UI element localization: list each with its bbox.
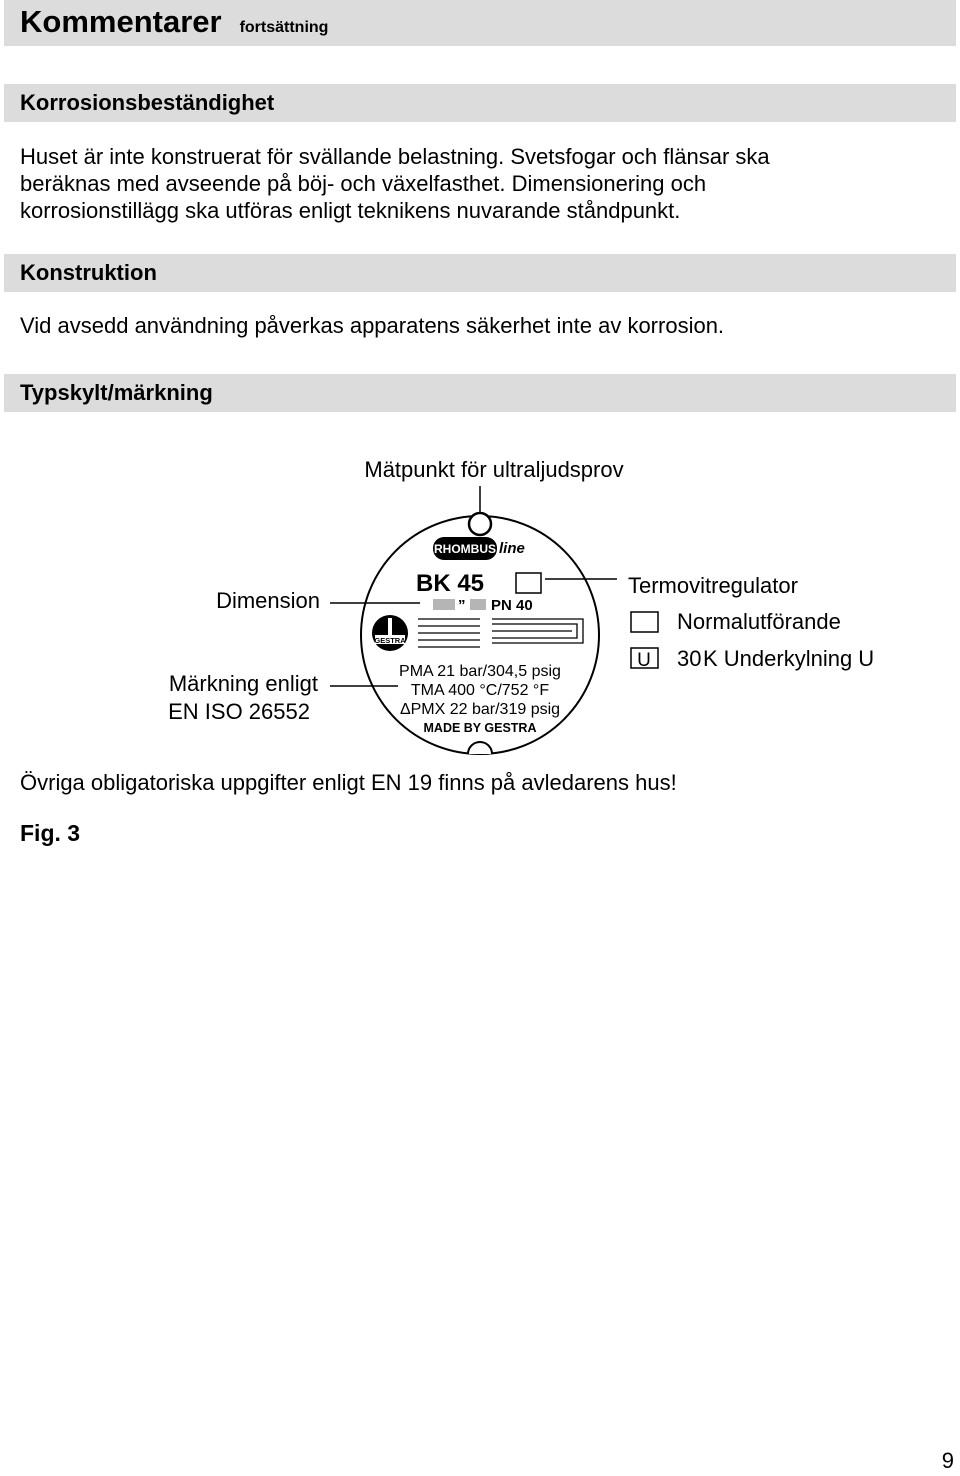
pn-label: PN 40 xyxy=(491,597,533,614)
nameplate-figure xyxy=(0,440,960,770)
section-heading-corrosion: Korrosionsbeständighet xyxy=(4,84,956,122)
callout-marking-label: Märkning enligt xyxy=(168,671,318,696)
legend-u-box-letter: U xyxy=(637,650,651,671)
thermo-regulator-box xyxy=(516,573,541,593)
corrosion-line: beräknas med avseende på böj- och växelfasthet. Dimensionering och xyxy=(20,171,707,196)
section-heading-construction: Konstruktion xyxy=(4,254,956,292)
page-number: 9 xyxy=(941,1448,954,1473)
inch-mark: ” xyxy=(458,597,466,614)
model-label: BK 45 xyxy=(416,570,485,597)
pma-rating: PMA 21 bar/304,5 psig xyxy=(399,663,561,680)
page-header xyxy=(4,0,956,46)
callout-dimension-label: Dimension xyxy=(216,588,320,613)
legend-u-label: K Underkylning U xyxy=(703,646,875,671)
corrosion-line: korrosionstillägg ska utföras enligt teknikens nuvarande ståndpunkt. xyxy=(20,198,681,223)
pn-field xyxy=(470,599,486,610)
construction-paragraph: Vid avsedd användning påverkas apparatens säkerhet inte av korrosion. xyxy=(20,313,725,338)
callout-thermo-label: Termovitregulator xyxy=(628,573,798,598)
gestra-logo-bar xyxy=(388,618,392,636)
size-field xyxy=(433,599,455,610)
pmx-rating: ΔPMX 22 bar/319 psig xyxy=(399,701,561,718)
page-title: Kommentarer xyxy=(20,4,222,39)
corrosion-line: Huset är inte konstruerat för svällande belastning. Svetsfogar och flänsar ska xyxy=(20,144,770,169)
ultrasonic-test-point xyxy=(469,513,491,535)
nameplate-footer-text: Övriga obligatoriska uppgifter enligt EN 19 finns på avledarens hus! xyxy=(20,770,677,795)
callout-ultrasonic-label: Mätpunkt för ultraljudsprov xyxy=(364,457,624,482)
corrosion-paragraph xyxy=(20,143,920,224)
tma-rating: TMA 400 °C/752 °F xyxy=(410,682,550,699)
legend-normal-box xyxy=(631,612,658,632)
rhombus-logo-suffix: line xyxy=(499,540,525,557)
callout-marking-standard: EN ISO 26552 xyxy=(168,699,310,724)
section-heading-nameplate: Typskylt/märkning xyxy=(4,374,956,412)
gestra-logo-text: GESTRA xyxy=(374,636,406,645)
legend-u-value: 30 xyxy=(677,646,702,671)
figure-caption: Fig. 3 xyxy=(20,820,81,846)
legend-normal-label: Normalutförande xyxy=(677,609,841,634)
made-by-label: MADE BY GESTRA xyxy=(423,721,537,735)
page-subtitle: fortsättning xyxy=(239,19,329,36)
rhombus-logo-text: RHOMBUS xyxy=(434,542,496,556)
